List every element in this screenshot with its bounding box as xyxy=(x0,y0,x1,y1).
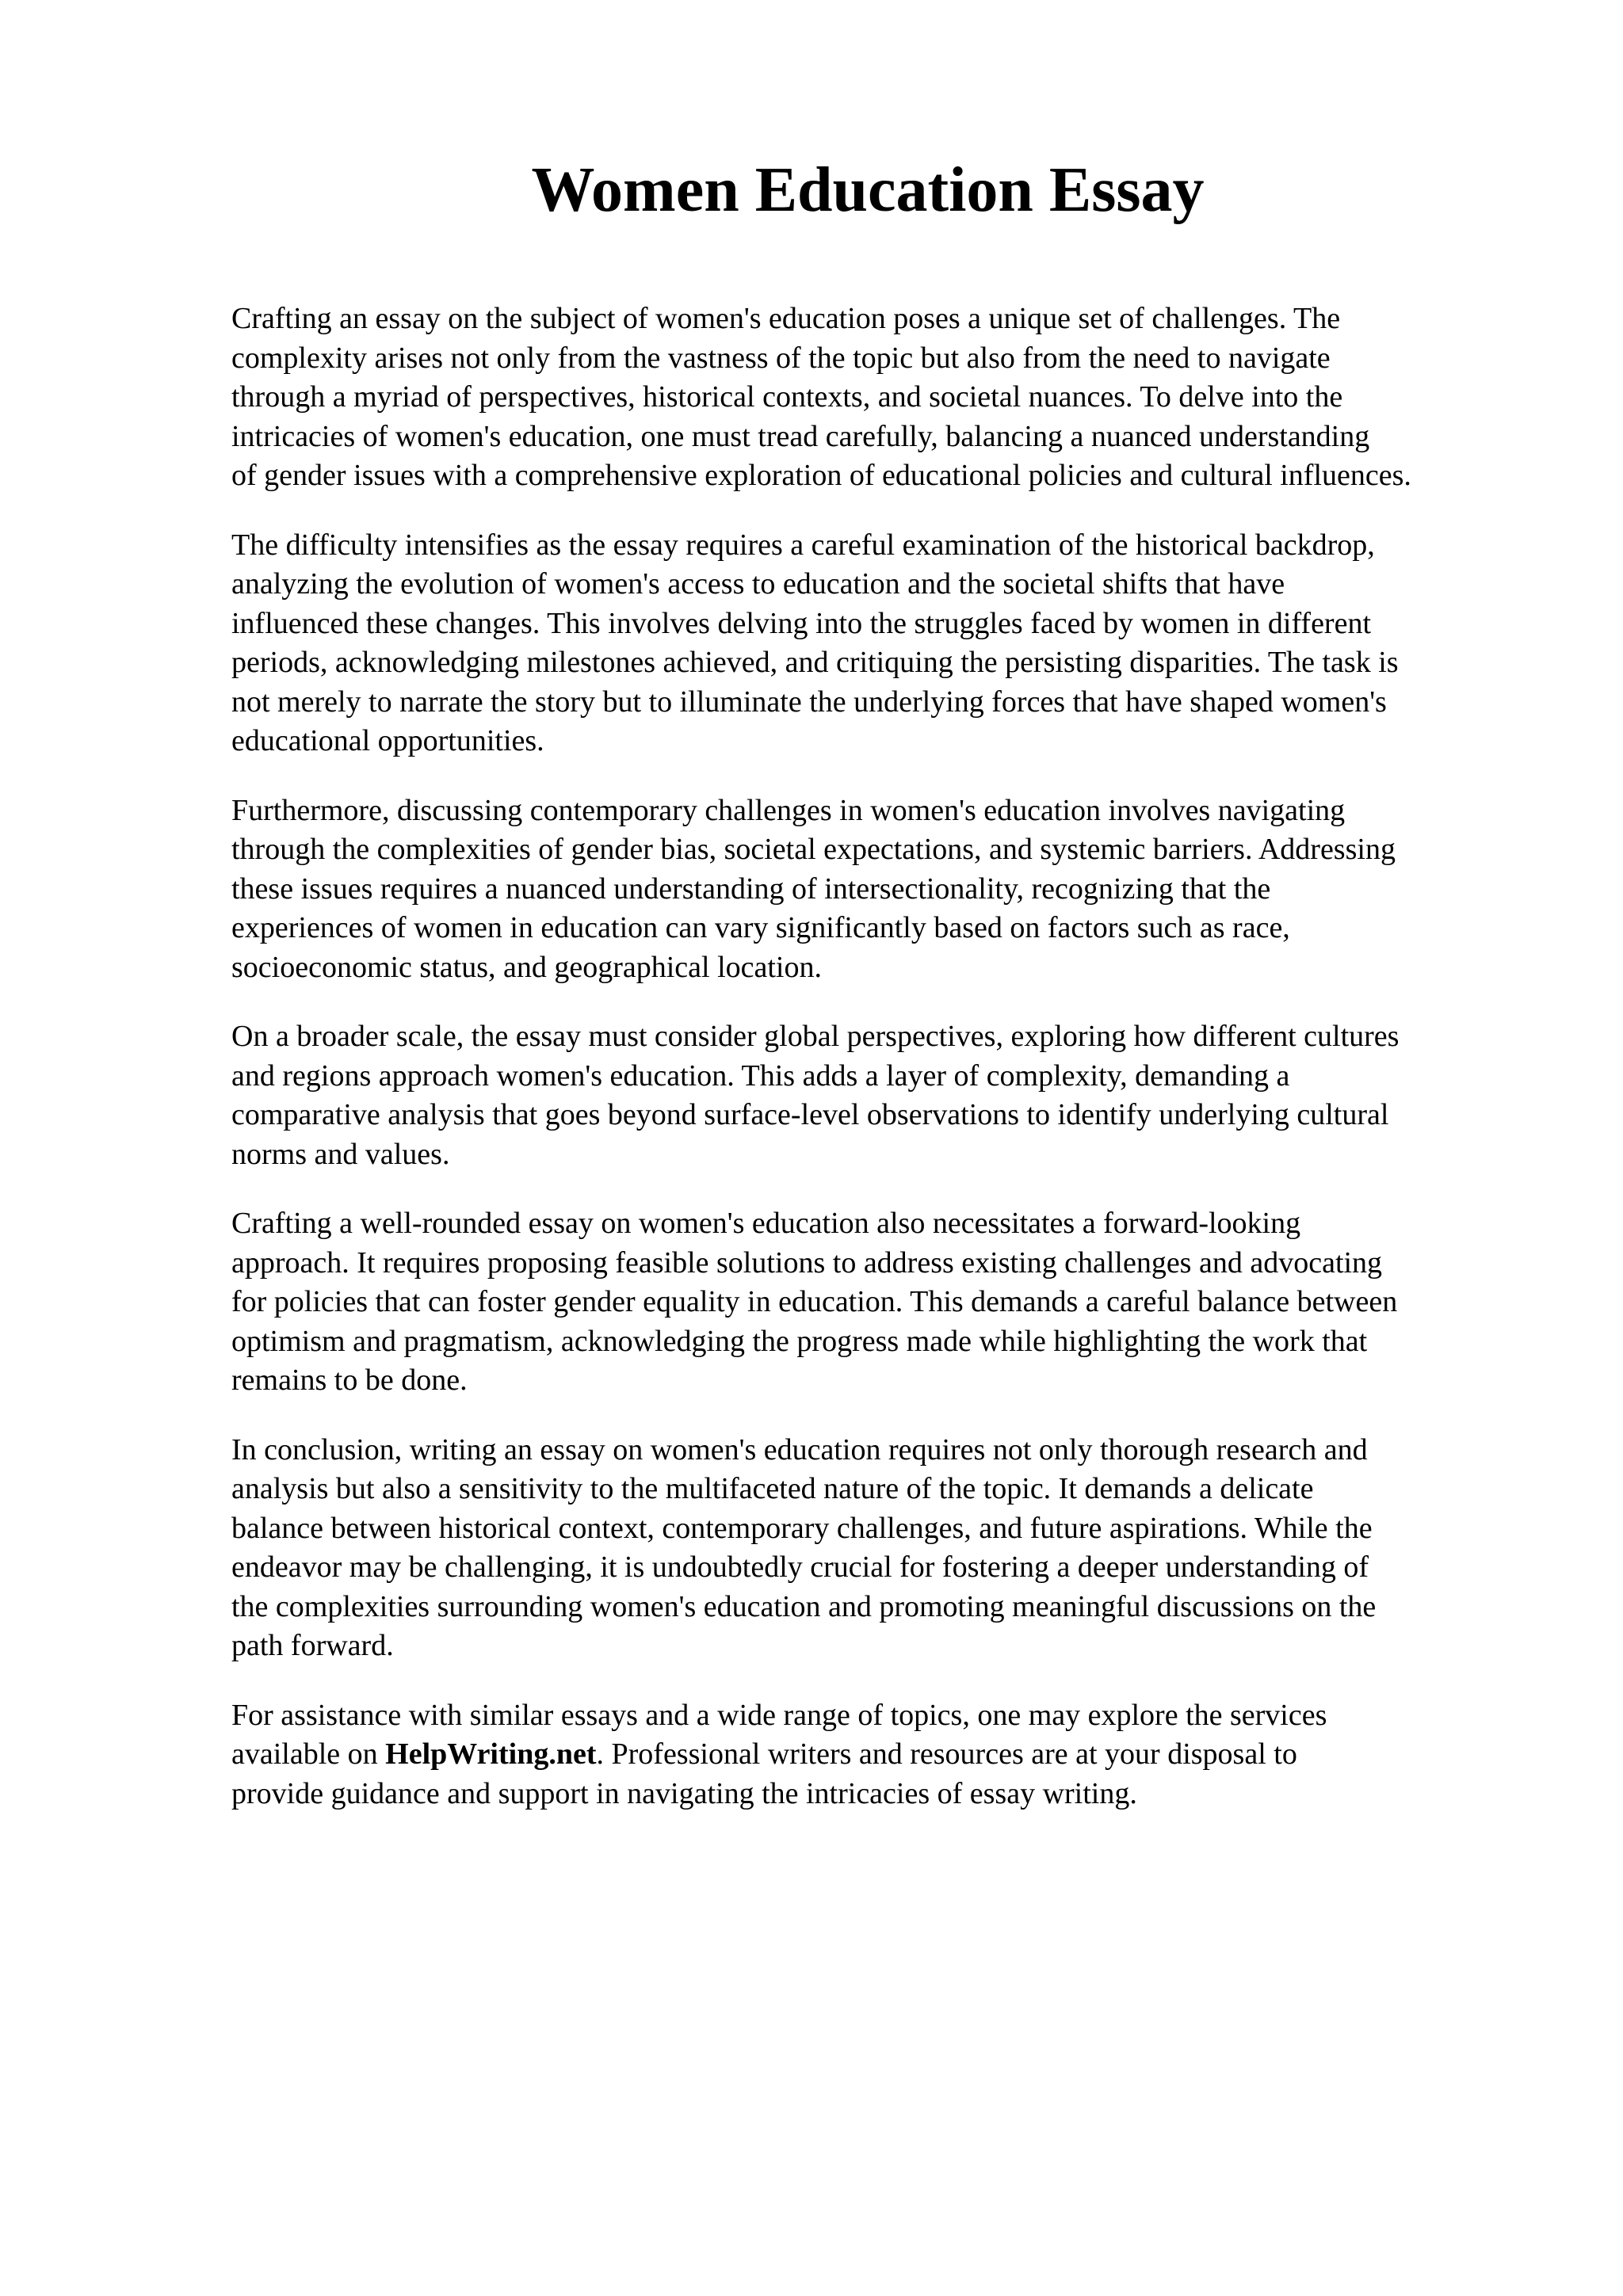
paragraph xyxy=(231,299,1579,496)
text-line: influenced these changes. This involves delving into the struggles faced by women in different xyxy=(231,606,1372,640)
text-line: path forward. xyxy=(231,1629,394,1662)
text-line: analysis but also a sensitivity to the multifaceted nature of the topic. It demands a delicate xyxy=(231,1472,1314,1505)
text-segment: available on xyxy=(231,1737,386,1771)
text-line: intricacies of women's education, one must tread carefully, balancing a nuanced understanding xyxy=(231,419,1370,453)
text-line: and regions approach women's education. This adds a layer of complexity, demanding a xyxy=(231,1058,1290,1093)
text-line: Crafting an essay on the subject of women's education poses a unique set of challenges. The xyxy=(231,302,1341,335)
text-line: the complexities surrounding women's education and promoting meaningful discussions on the xyxy=(231,1589,1377,1623)
text-line: norms and values. xyxy=(231,1137,450,1171)
text-line: In conclusion, writing an essay on women's education requires not only thorough research and xyxy=(231,1432,1368,1466)
closing-paragraph xyxy=(231,1696,1579,1814)
text-line: approach. It requires proposing feasible solutions to address existing challenges and advocating xyxy=(231,1245,1383,1280)
text-line: periods, acknowledging milestones achieved, and critiquing the persisting disparities. The task is xyxy=(231,646,1399,679)
text-line: optimism and pragmatism, acknowledging the progress made while highlighting the work that xyxy=(231,1324,1368,1358)
text-line: experiences of women in education can vary significantly based on factors such as race, xyxy=(231,911,1290,944)
text-line: provide guidance and support in navigating the intricacies of essay writing. xyxy=(231,1776,1137,1810)
text-line: socioeconomic status, and geographical location. xyxy=(231,950,822,984)
text-line xyxy=(231,1735,1579,1775)
brand-link[interactable]: HelpWriting.net xyxy=(385,1737,597,1771)
paragraph xyxy=(231,526,1579,761)
text-line: For assistance with similar essays and a wide range of topics, one may explore the services xyxy=(231,1698,1327,1732)
paragraph xyxy=(231,1204,1579,1401)
text-line: remains to be done. xyxy=(231,1363,468,1397)
paragraph xyxy=(231,791,1579,988)
text-segment: . Professional writers and resources are at your disposal to xyxy=(596,1737,1297,1771)
text-line: balance between historical context, contemporary challenges, and future aspirations. While the xyxy=(231,1511,1373,1545)
text-line: comparative analysis that goes beyond surface-level observations to identify underlying cultural xyxy=(231,1098,1389,1131)
essay-body xyxy=(231,299,1579,1844)
text-line: for policies that can foster gender equality in education. This demands a careful balance between xyxy=(231,1285,1398,1318)
text-line: complexity arises not only from the vastness of the topic but also from the need to navigate xyxy=(231,341,1331,375)
text-line: through the complexities of gender bias, societal expectations, and systemic barriers. Addressing xyxy=(231,833,1396,866)
paragraph xyxy=(231,1431,1579,1666)
text-line: analyzing the evolution of women's access to education and the societal shifts that have xyxy=(231,567,1285,601)
text-line: The difficulty intensifies as the essay requires a careful examination of the historical backdrop, xyxy=(231,528,1375,562)
text-line: these issues requires a nuanced understanding of intersectionality, recognizing that the xyxy=(231,871,1271,906)
text-line: Furthermore, discussing contemporary challenges in women's education involves navigating xyxy=(231,793,1346,827)
text-line: endeavor may be challenging, it is undoubtedly crucial for fostering a deeper understanding of xyxy=(231,1550,1369,1584)
text-line: of gender issues with a comprehensive exploration of educational policies and cultural influences. xyxy=(231,459,1411,492)
text-line: educational opportunities. xyxy=(231,724,544,757)
text-line: On a broader scale, the essay must consider global perspectives, exploring how different cultures xyxy=(231,1020,1400,1053)
text-line: not merely to narrate the story but to illuminate the underlying forces that have shaped women's xyxy=(231,685,1387,719)
text-line: through a myriad of perspectives, historical contexts, and societal nuances. To delve into the xyxy=(231,380,1343,414)
paragraph xyxy=(231,1017,1579,1174)
text-line: Crafting a well-rounded essay on women's education also necessitates a forward-looking xyxy=(231,1207,1301,1240)
document-title: Women Education Essay xyxy=(531,155,1205,225)
